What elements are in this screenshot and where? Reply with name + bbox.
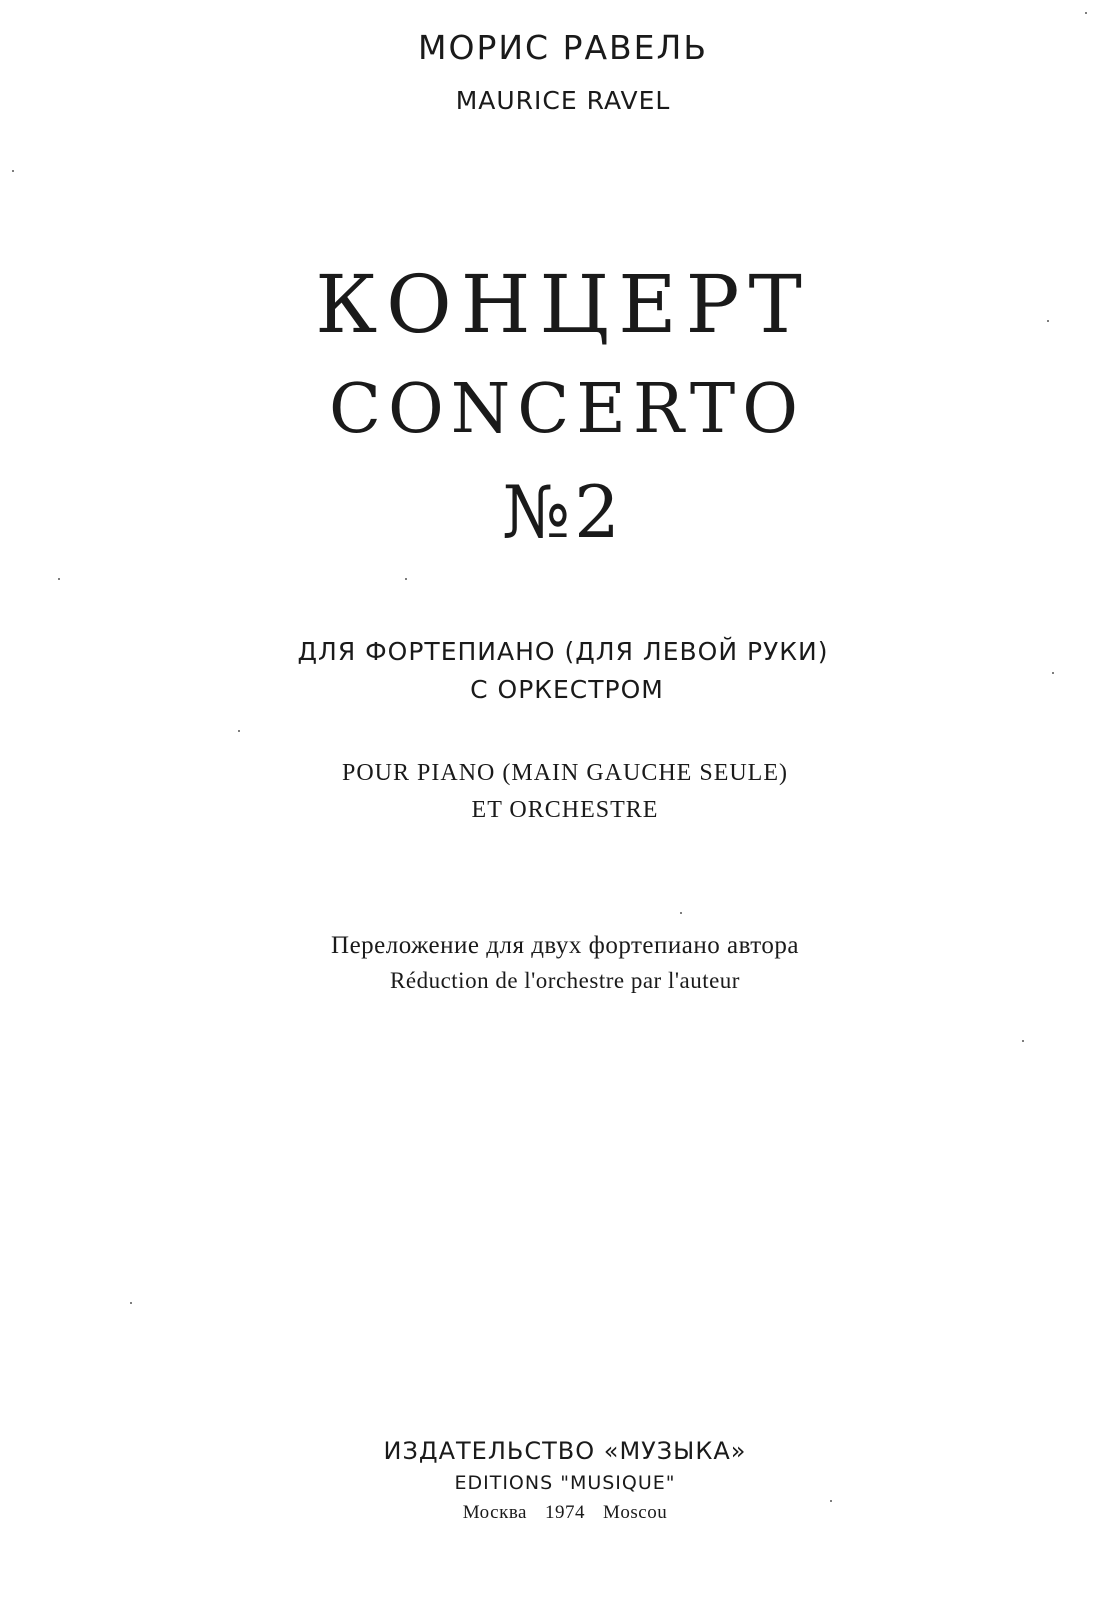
scan-speck — [1085, 12, 1087, 14]
scan-speck — [1052, 672, 1054, 674]
publisher-french: EDITIONS "MUSIQUE" — [454, 1472, 676, 1494]
arrangement-note-french: Réduction de l'orchestre par l'auteur — [390, 968, 740, 993]
scan-speck — [130, 1302, 132, 1304]
author-name-russian: МОРИС РАВЕЛЬ — [418, 28, 708, 67]
work-title-french: CONCERTO — [328, 370, 806, 449]
scan-speck — [680, 912, 682, 914]
scan-speck — [830, 1500, 832, 1502]
imprint-city-french: Moscou — [602, 1502, 668, 1523]
scan-speck — [1047, 320, 1049, 322]
scan-speck — [1022, 1040, 1024, 1042]
instrumentation-russian-line1: ДЛЯ ФОРТЕПИАНО (ДЛЯ ЛЕВОЙ РУКИ) — [297, 637, 829, 666]
instrumentation-russian-line2: С ОРКЕСТРОМ — [470, 675, 664, 704]
imprint-city-russian: Москва — [462, 1502, 527, 1523]
instrumentation-french-line1: POUR PIANO (MAIN GAUCHE SEULE) — [342, 760, 788, 786]
publisher-russian: ИЗДАТЕЛЬСТВО «МУЗЫКА» — [383, 1437, 747, 1465]
imprint-line — [12, 1502, 1106, 1524]
scan-speck — [58, 578, 60, 580]
scan-speck — [238, 730, 240, 732]
arrangement-note-russian: Переложение для двух фортепиано автора — [331, 932, 799, 959]
imprint-year: 1974 — [544, 1502, 585, 1523]
scan-speck — [12, 170, 14, 172]
work-number: №2 — [502, 470, 624, 554]
instrumentation-french-line2: ET ORCHESTRE — [471, 797, 659, 823]
scan-speck — [405, 578, 407, 580]
author-name-french: MAURICE RAVEL — [455, 86, 671, 115]
work-title-russian: КОНЦЕРТ — [315, 258, 811, 351]
